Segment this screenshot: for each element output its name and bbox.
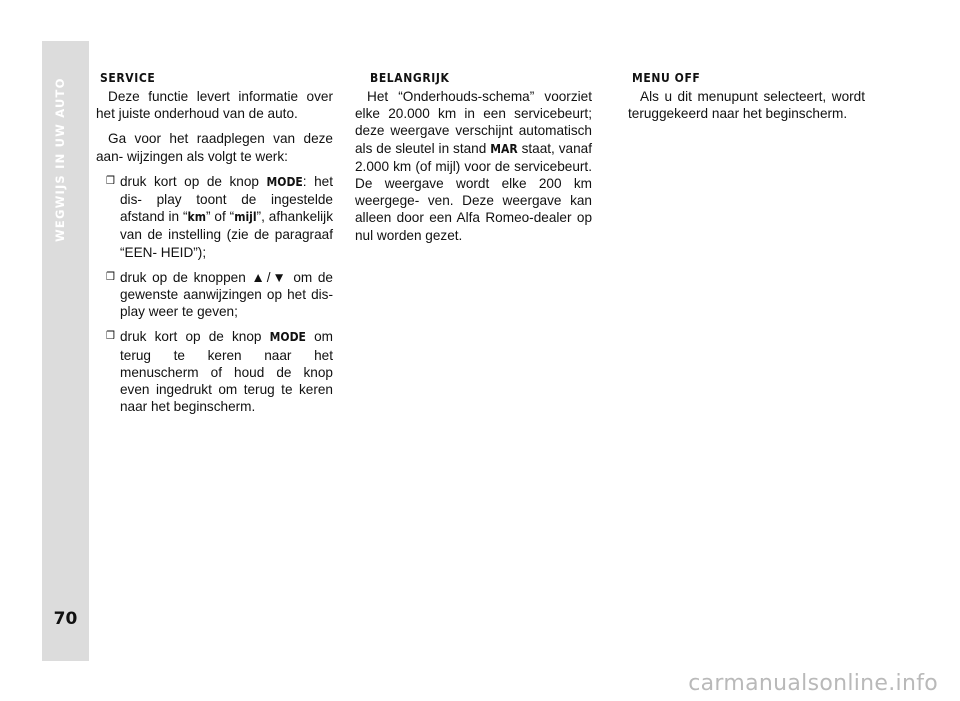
belangrijk-paragraph: Het “Onderhouds-schema” voorziet elke 20.000 km in een servicebeurt; deze weergave verschijnt automatisch als de sleutel in stand MAR staat, vanaf 2.000 km (of mijl) voor de servicebeurt. De weergave wordt elke 200 km weergege- ven. Deze weergave kan alleen door een Alfa Romeo-dealer op nul worden gezet.	[355, 89, 592, 243]
section-title: WEGWIJS IN UW AUTO	[53, 77, 67, 242]
km-label: km	[187, 210, 206, 225]
service-bullet-2: ❒ druk op de knoppen ▲/▼ om de gewenste aanwijzingen op het dis- play weer te geven;	[106, 269, 333, 320]
belangrijk-heading: BELANGRIJK	[370, 71, 450, 85]
belangrijk-column	[355, 70, 592, 252]
mar-label: MAR	[490, 141, 518, 156]
service-paragraph-2: Ga voor het raadplegen van deze aan- wijzingen als volgt te werk:	[96, 131, 333, 164]
service-column	[96, 70, 333, 423]
service-bullet-1: ❒ druk kort op de knop MODE: het dis- play toont de ingestelde afstand in “km” of “mijl”, afhankelijk van de instelling (zie de paragraaf “EEN- HEID”);	[106, 173, 333, 260]
mijl-label: mijl	[234, 210, 257, 225]
service-paragraph-1: Deze functie levert informatie over het juiste onderhoud van de auto.	[96, 89, 333, 122]
service-bullet-3: ❒ druk kort op de knop MODE om terug te keren naar het menuscherm of houd de knop even ingedrukt om terug te keren naar het beginscherm.	[106, 329, 333, 415]
checkbox-bullet-icon: ❒	[106, 330, 115, 343]
menu-off-paragraph: Als u dit menupunt selecteert, wordt teruggekeerd naar het beginscherm.	[628, 89, 865, 122]
checkbox-bullet-icon: ❒	[106, 174, 115, 187]
page-number: 70	[53, 609, 78, 629]
mode-key-label: MODE	[266, 174, 303, 189]
watermark: carmanualsonline.info	[688, 671, 938, 696]
service-heading: SERVICE	[100, 71, 156, 85]
mode-key-label: MODE	[269, 330, 306, 345]
menu-off-heading: MENU OFF	[632, 71, 701, 85]
checkbox-bullet-icon: ❒	[106, 270, 115, 283]
menu-off-column	[628, 70, 865, 130]
